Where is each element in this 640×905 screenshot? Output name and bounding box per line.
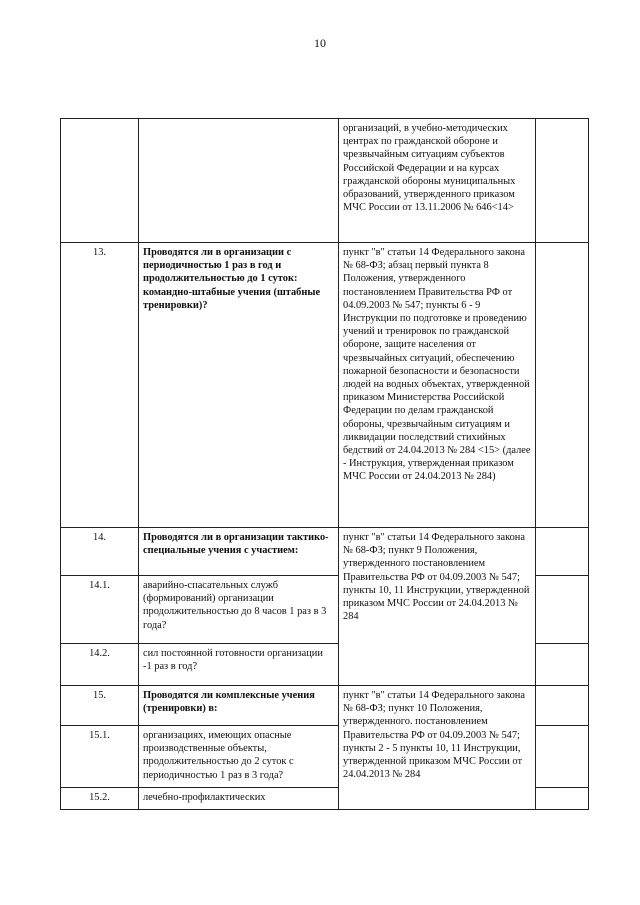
answer-cell <box>536 243 589 528</box>
row-number-cell: 15. <box>61 686 139 726</box>
table-row <box>61 528 589 576</box>
reference-cell: пункт "в" статьи 14 Федерального закона № 68-ФЗ; пункт 9 Положения, утвержденного постановлением Правительства РФ от 04.09.2003 № 547; пункты 10, 11 Инструкции, утвержденной приказом МЧС России от 24.04.2013 № 284 <box>339 528 536 686</box>
answer-cell <box>536 788 589 810</box>
answer-cell <box>536 528 589 576</box>
row-number-cell: 14.2. <box>61 644 139 686</box>
reference-cell: организаций, в учебно-методических центрах по гражданской обороне и чрезвычайным ситуациям субъектов Российской Федерации и на курсах гражданской обороны муниципальных образований, утвержденного приказом МЧС России от 13.11.2006 № 646<14> <box>339 119 536 243</box>
table-row <box>61 686 589 726</box>
question-cell: лечебно-профилактических <box>139 788 339 810</box>
question-cell <box>139 119 339 243</box>
table-row <box>61 243 589 528</box>
question-cell: аварийно-спасательных служб (формирований) организации продолжительностью до 8 часов 1 раз в 3 года? <box>139 576 339 644</box>
answer-cell <box>536 644 589 686</box>
row-number-cell <box>61 119 139 243</box>
question-cell: Проводятся ли в организации с периодичностью 1 раз в год и продолжительностью до 1 суток: командно-штабные учения (штабные тренировки)? <box>139 243 339 528</box>
requirements-table <box>60 118 589 810</box>
question-cell: организациях, имеющих опасные производственные объекты, продолжительностью до 2 суток с периодичностью 1 раз в 3 года? <box>139 726 339 788</box>
answer-cell <box>536 686 589 726</box>
answer-cell <box>536 726 589 788</box>
page-number: 10 <box>314 36 326 50</box>
row-number-cell: 14.1. <box>61 576 139 644</box>
question-cell: сил постоянной готовности организации -1 раз в год? <box>139 644 339 686</box>
table-row <box>61 119 589 243</box>
row-number-cell: 15.2. <box>61 788 139 810</box>
reference-cell: пункт "в" статьи 14 Федерального закона № 68-ФЗ; пункт 10 Положения, утвержденного. постановлением Правительства РФ от 04.09.2003 № 547; пункты 2 - 5 пункты 10, 11 Инструкции, утвержденной приказом МЧС России от 24.04.2013 № 284 <box>339 686 536 810</box>
question-cell: Проводятся ли комплексные учения (тренировки) в: <box>139 686 339 726</box>
answer-cell <box>536 576 589 644</box>
row-number-cell: 15.1. <box>61 726 139 788</box>
question-cell: Проводятся ли в организации тактико-специальные учения с участием: <box>139 528 339 576</box>
row-number-cell: 13. <box>61 243 139 528</box>
row-number-cell: 14. <box>61 528 139 576</box>
answer-cell <box>536 119 589 243</box>
reference-cell: пункт "в" статьи 14 Федерального закона № 68-ФЗ; абзац первый пункта 8 Положения, утвержденного постановлением Правительства РФ от 04.09.2003 № 547; пункты 6 - 9 Инструкции по подготовке и проведению учений и тренировок по гражданской обороне, защите населения от чрезвычайных ситуаций, обеспечению пожарной безопасности и безопасности людей на водных объектах, утвержденной приказом Министерства Российской Федерации по делам гражданской обороны, чрезвычайным ситуациям и ликвидации последствий стихийных бедствий от 24.04.2013 № 284 <15> (далее - Инструкция, утвержденная приказом МЧС России от 24.04.2013 № 284) <box>339 243 536 528</box>
